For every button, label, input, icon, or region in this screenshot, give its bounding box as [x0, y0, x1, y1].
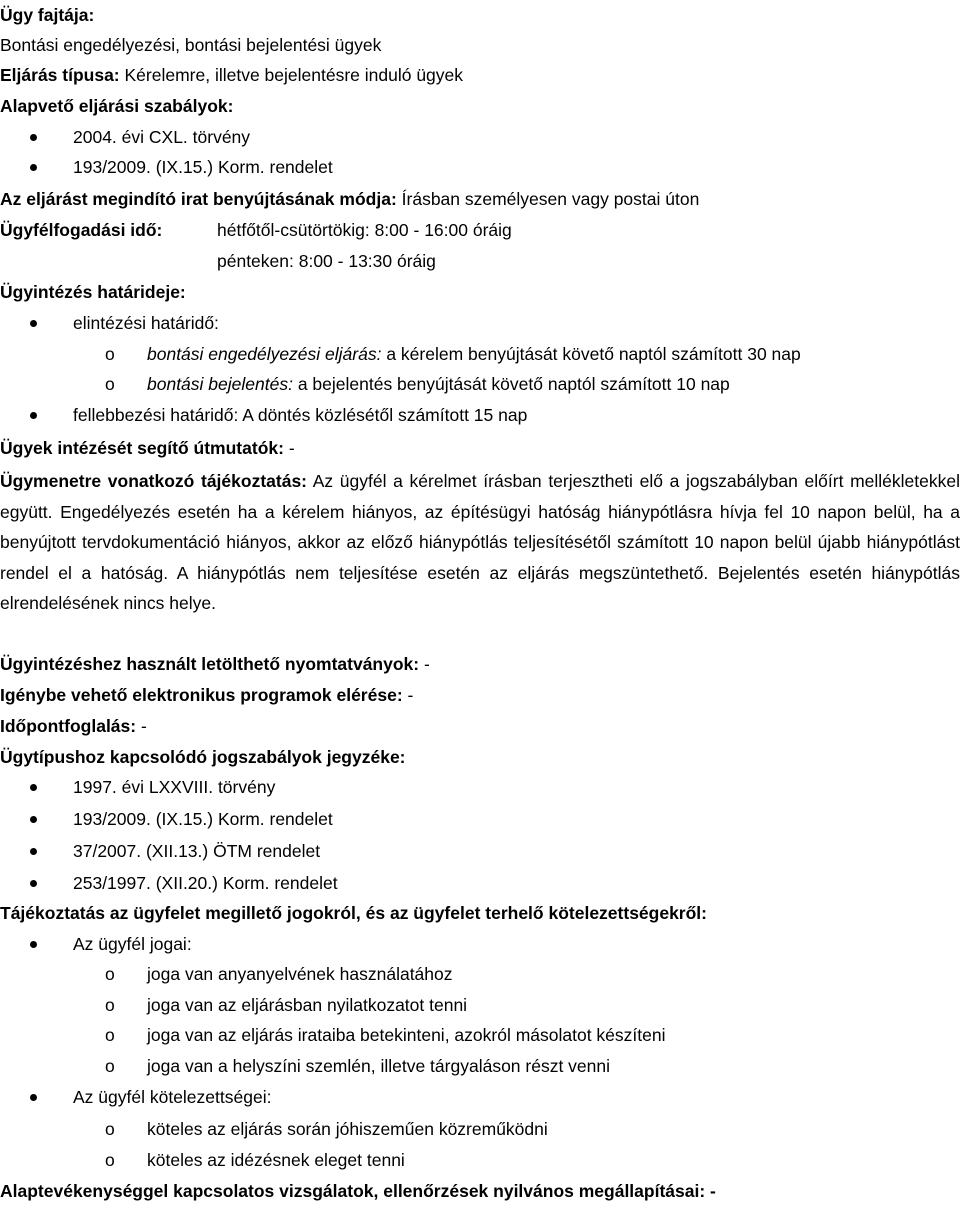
sub-bullet-icon: o	[105, 964, 115, 984]
fellebbezes-text: fellebbezési határidő: A döntés közlésétől számított 15 nap	[73, 405, 528, 425]
elektronikus-label: Igénybe vehető elektronikus programok elérése:	[0, 685, 403, 705]
jogszabaly-item	[0, 772, 960, 802]
tajekoztatas-label: Tájékoztatás az ügyfelet megillető jogokról, és az ügyfelet terhelő kötelezettségekről:	[0, 903, 707, 923]
jogszabaly-item-text: 253/1997. (XII.20.) Korm. rendelet	[73, 873, 338, 893]
idopont-label: Időpontfoglalás:	[0, 716, 137, 736]
nyomtatvanyok	[0, 649, 430, 679]
sub-bullet-icon: o	[105, 1150, 115, 1170]
ugy-fajtaja-value: Bontási engedélyezési, bontási bejelentési ügyek	[0, 35, 382, 55]
elektronikus	[0, 680, 413, 710]
eljaras-tipusa-label: Eljárás típusa:	[0, 65, 120, 85]
kotelezettsegei-label: Az ügyfél kötelezettségei:	[73, 1087, 272, 1107]
vizsgalatok-value: -	[705, 1181, 716, 1201]
utmutatok-value: -	[283, 438, 295, 458]
jog-item	[0, 990, 960, 1020]
elintezesi-label: elintézési határidő:	[73, 313, 219, 333]
bullet-icon	[30, 1082, 40, 1112]
sub-bullet-icon: o	[105, 374, 115, 394]
elektronikus-value: -	[402, 685, 414, 705]
benyujtas-value: Írásban személyesen vagy postai úton	[396, 189, 700, 209]
nyomtatvanyok-label: Ügyintézéshez használt letölthető nyomtatványok:	[0, 654, 420, 674]
alapveto-label: Alapvető eljárási szabályok:	[0, 96, 234, 116]
idopont-value: -	[136, 716, 147, 736]
alapveto-item-text: 2004. évi CXL. törvény	[73, 127, 251, 147]
ugyintezes-label: Ügyintézés határideje:	[0, 282, 186, 302]
ugyfelfogadas-line2: pénteken: 8:00 - 13:30 óráig	[217, 251, 436, 271]
kotelezettseg-item	[0, 1145, 960, 1175]
jogai-label: Az ügyfél jogai:	[73, 934, 192, 954]
sub-item	[0, 339, 960, 369]
ugymenet-paragraph	[0, 466, 960, 619]
sub-bullet-icon: o	[105, 1119, 115, 1139]
jog-item-text: joga van az eljárásban nyilatkozatot tenni	[147, 995, 468, 1015]
bullet-icon	[30, 868, 40, 898]
jogszabaly-item	[0, 868, 960, 898]
utmutatok-label: Ügyek intézését segítő útmutatók:	[0, 438, 284, 458]
vizsgalatok	[0, 1176, 716, 1206]
bullet-icon	[30, 122, 40, 152]
alapveto-item	[0, 122, 960, 152]
benyujtas	[0, 184, 699, 214]
bullet-icon	[30, 400, 40, 430]
sub-item	[0, 369, 960, 399]
ugymenet-label: Ügymenetre vonatkozó tájékoztatás:	[0, 471, 308, 491]
kotelezettseg-item	[0, 1114, 960, 1144]
bullet-icon	[30, 308, 40, 338]
kotelezettsegei-item	[0, 1082, 960, 1112]
sub-item-text: a kérelem benyújtását követő naptól számított 30 nap	[381, 344, 801, 364]
sub-bullet-icon: o	[105, 995, 115, 1015]
bullet-icon	[30, 152, 40, 182]
ugyfelfogadas-label: Ügyfélfogadási idő:	[0, 220, 163, 240]
eljaras-tipusa-value: Kérelemre, illetve bejelentésre induló ügyek	[119, 65, 464, 85]
elintezesi-item	[0, 308, 960, 338]
idopont	[0, 711, 147, 741]
jogszabaly-item	[0, 804, 960, 834]
alapveto-item	[0, 152, 960, 182]
jogszabaly-item-text: 193/2009. (IX.15.) Korm. rendelet	[73, 809, 333, 829]
ugyfelfogadas-line1: hétfőtől-csütörtökig: 8:00 - 16:00 óráig	[217, 220, 512, 240]
jog-item-text: joga van anyanyelvének használatához	[147, 964, 453, 984]
jogszabaly-item-text: 1997. évi LXXVIII. törvény	[73, 777, 276, 797]
sub-item-text: a bejelentés benyújtását követő naptól számított 10 nap	[292, 374, 730, 394]
kotelezettseg-item-text: köteles az idézésnek eleget tenni	[147, 1150, 405, 1170]
sub-item-italic: bontási bejelentés:	[147, 374, 293, 394]
utmutatok	[0, 433, 295, 463]
jog-item	[0, 1020, 960, 1050]
bullet-icon	[30, 929, 40, 959]
benyujtas-label: Az eljárást megindító irat benyújtásának módja:	[0, 189, 397, 209]
nyomtatvanyok-value: -	[419, 654, 430, 674]
jogszabaly-item-text: 37/2007. (XII.13.) ÖTM rendelet	[73, 841, 321, 861]
vizsgalatok-label: Alaptevékenységgel kapcsolatos vizsgálatok, ellenőrzések nyilvános megállapításai:	[0, 1181, 706, 1201]
kotelezettseg-item-text: köteles az eljárás során jóhiszeműen közreműködni	[147, 1119, 548, 1139]
sub-item-italic: bontási engedélyezési eljárás:	[147, 344, 382, 364]
bullet-icon	[30, 772, 40, 802]
jog-item-text: joga van a helyszíni szemlén, illetve tárgyaláson részt venni	[147, 1056, 611, 1076]
bullet-icon	[30, 836, 40, 866]
alapveto-item-text: 193/2009. (IX.15.) Korm. rendelet	[73, 157, 333, 177]
jog-item	[0, 959, 960, 989]
jog-item-text: joga van az eljárás irataiba betekinteni, azokról másolatot készíteni	[147, 1025, 666, 1045]
sub-bullet-icon: o	[105, 344, 115, 364]
bullet-icon	[30, 804, 40, 834]
ugymenet-value: Az ügyfél a kérelmet írásban terjesztheti elő a jogszabályban előírt mellékletekkel együtt. Engedélyezés esetén ha a kérelem hiányos, az építésügyi hatóság hiánypótlásra hívja fel 10 napon belül, ha a benyújtott tervdokumentáció hiányos, akkor az előző hiánypótlás teljesítésétől számított 10 napon belül újabb hiánypótlást rendel el a hatóság. A hiánypótlás nem teljesítése esetén az eljárás megszüntethető. Bejelentés esetén hiánypótlás elrendelésének nincs helye.	[0, 471, 960, 614]
ugy-fajtaja-label: Ügy fajtája:	[0, 5, 95, 25]
eljaras-tipusa	[0, 60, 463, 90]
jog-item	[0, 1051, 960, 1081]
sub-bullet-icon: o	[105, 1056, 115, 1076]
fellebbezes-item	[0, 400, 960, 430]
jogszabalyok-label: Ügytípushoz kapcsolódó jogszabályok jegyzéke:	[0, 747, 406, 767]
jogszabaly-item	[0, 836, 960, 866]
jogai-item	[0, 929, 960, 959]
sub-bullet-icon: o	[105, 1025, 115, 1045]
